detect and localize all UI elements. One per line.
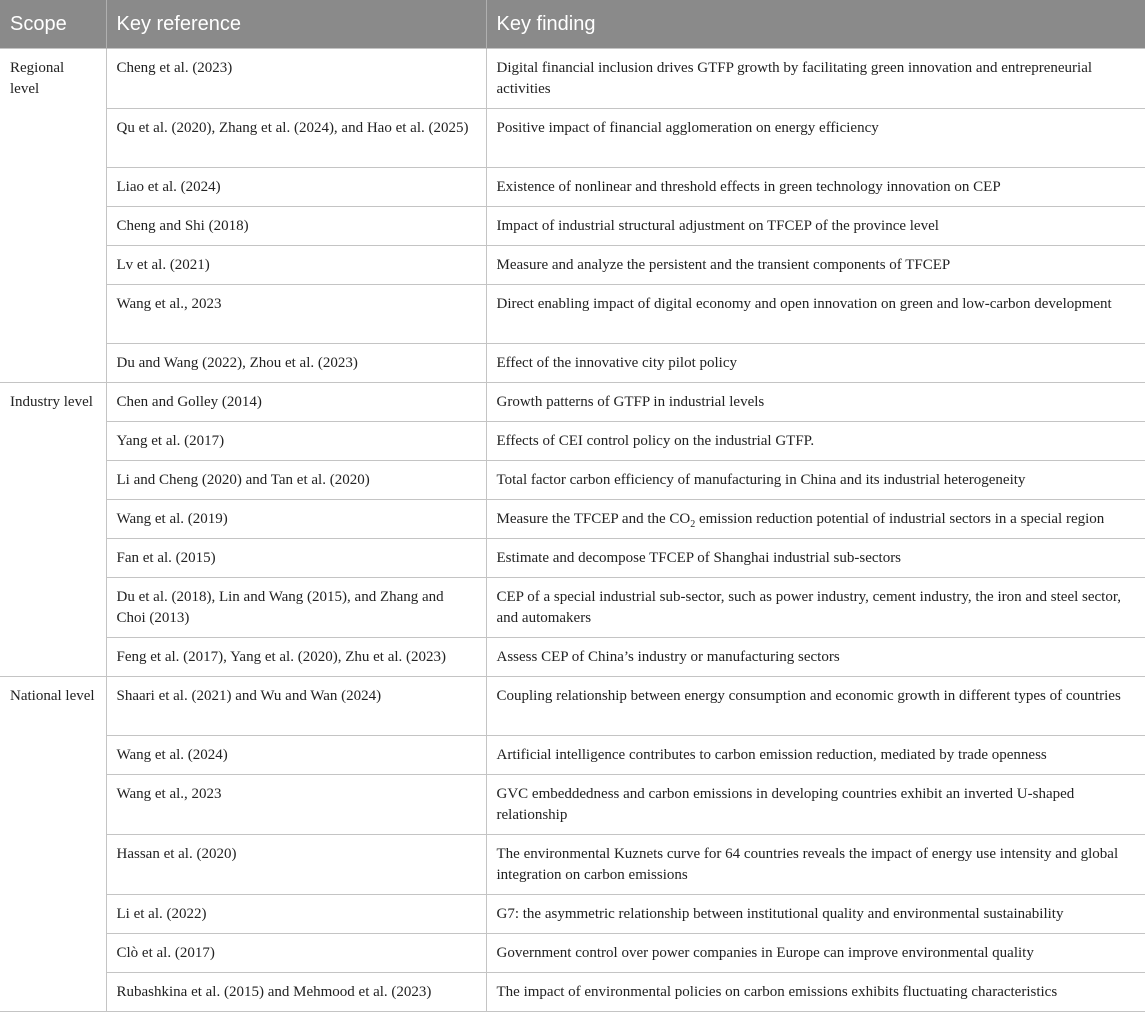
reference-cell: Wang et al. (2024)	[106, 736, 486, 775]
table-row	[0, 973, 1145, 1012]
reference-cell: Du et al. (2018), Lin and Wang (2015), and Zhang and Choi (2013)	[106, 578, 486, 638]
finding-subscript: 2	[690, 519, 696, 530]
table-row	[0, 539, 1145, 578]
header-row	[0, 0, 1145, 49]
reference-cell: Cheng and Shi (2018)	[106, 207, 486, 246]
finding-cell: Positive impact of financial agglomeration on energy efficiency	[486, 109, 1145, 168]
finding-cell: The impact of environmental policies on carbon emissions exhibits fluctuating characteristics	[486, 973, 1145, 1012]
scope-cell-regional: Regional level	[0, 49, 106, 383]
table-row	[0, 207, 1145, 246]
reference-cell: Fan et al. (2015)	[106, 539, 486, 578]
table-row	[0, 285, 1145, 344]
finding-cell: G7: the asymmetric relationship between institutional quality and environmental sustainability	[486, 895, 1145, 934]
table-row	[0, 638, 1145, 677]
table-row	[0, 895, 1145, 934]
table-row	[0, 49, 1145, 109]
reference-cell: Qu et al. (2020), Zhang et al. (2024), and Hao et al. (2025)	[106, 109, 486, 168]
reference-cell: Wang et al., 2023	[106, 285, 486, 344]
table-body	[0, 49, 1145, 1012]
reference-cell: Clò et al. (2017)	[106, 934, 486, 973]
table-row	[0, 578, 1145, 638]
finding-cell: Measure and analyze the persistent and the transient components of TFCEP	[486, 246, 1145, 285]
reference-cell: Rubashkina et al. (2015) and Mehmood et al. (2023)	[106, 973, 486, 1012]
finding-cell: Growth patterns of GTFP in industrial levels	[486, 383, 1145, 422]
reference-cell: Hassan et al. (2020)	[106, 835, 486, 895]
reference-cell: Wang et al., 2023	[106, 775, 486, 835]
table-row	[0, 422, 1145, 461]
table-row	[0, 168, 1145, 207]
reference-cell: Wang et al. (2019)	[106, 500, 486, 539]
table-row	[0, 677, 1145, 736]
reference-cell: Liao et al. (2024)	[106, 168, 486, 207]
finding-text-pre: Measure the TFCEP and the CO	[496, 511, 691, 527]
reference-cell: Li and Cheng (2020) and Tan et al. (2020)	[106, 461, 486, 500]
finding-cell: CEP of a special industrial sub-sector, such as power industry, cement industry, the iron and steel sector, and automakers	[486, 578, 1145, 638]
finding-cell: Assess CEP of China’s industry or manufacturing sectors	[486, 638, 1145, 677]
header-scope: Scope	[0, 0, 106, 49]
scope-cell-industry: Industry level	[0, 383, 106, 677]
reference-cell: Chen and Golley (2014)	[106, 383, 486, 422]
table-row	[0, 736, 1145, 775]
finding-cell: Government control over power companies in Europe can improve environmental quality	[486, 934, 1145, 973]
finding-cell: Digital financial inclusion drives GTFP growth by facilitating green innovation and entrepreneurial activities	[486, 49, 1145, 109]
table-row	[0, 775, 1145, 835]
scope-cell-national: National level	[0, 677, 106, 1012]
table-row	[0, 461, 1145, 500]
table-row	[0, 109, 1145, 168]
reference-cell: Li et al. (2022)	[106, 895, 486, 934]
finding-cell: Direct enabling impact of digital economy and open innovation on green and low-carbon development	[486, 285, 1145, 344]
table-row	[0, 934, 1145, 973]
finding-cell: Effect of the innovative city pilot policy	[486, 344, 1145, 383]
finding-cell: Total factor carbon efficiency of manufacturing in China and its industrial heterogeneity	[486, 461, 1145, 500]
table-row	[0, 383, 1145, 422]
finding-cell: Existence of nonlinear and threshold effects in green technology innovation on CEP	[486, 168, 1145, 207]
reference-cell: Yang et al. (2017)	[106, 422, 486, 461]
finding-cell: Artificial intelligence contributes to carbon emission reduction, mediated by trade openness	[486, 736, 1145, 775]
finding-cell: Effects of CEI control policy on the industrial GTFP.	[486, 422, 1145, 461]
finding-cell: Estimate and decompose TFCEP of Shanghai industrial sub-sectors	[486, 539, 1145, 578]
header-reference: Key reference	[106, 0, 486, 49]
finding-text-post: emission reduction potential of industrial sectors in a special region	[695, 511, 1105, 527]
finding-cell: Impact of industrial structural adjustment on TFCEP of the province level	[486, 207, 1145, 246]
reference-cell: Feng et al. (2017), Yang et al. (2020), Zhu et al. (2023)	[106, 638, 486, 677]
table-row	[0, 344, 1145, 383]
finding-cell: Coupling relationship between energy consumption and economic growth in different types of countries	[486, 677, 1145, 736]
table-row	[0, 246, 1145, 285]
header-finding: Key finding	[486, 0, 1145, 49]
reference-cell: Lv et al. (2021)	[106, 246, 486, 285]
finding-cell	[486, 500, 1145, 539]
reference-cell: Shaari et al. (2021) and Wu and Wan (2024)	[106, 677, 486, 736]
reference-cell: Du and Wang (2022), Zhou et al. (2023)	[106, 344, 486, 383]
table-row	[0, 835, 1145, 895]
reference-cell: Cheng et al. (2023)	[106, 49, 486, 109]
finding-cell: The environmental Kuznets curve for 64 countries reveals the impact of energy use intensity and global integration on carbon emissions	[486, 835, 1145, 895]
table-row	[0, 500, 1145, 539]
finding-cell: GVC embeddedness and carbon emissions in developing countries exhibit an inverted U-shaped relationship	[486, 775, 1145, 835]
